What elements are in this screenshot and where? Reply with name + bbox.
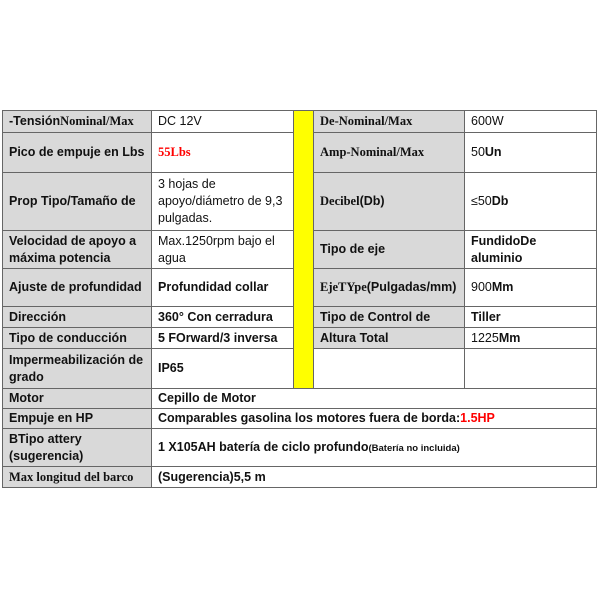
- spec-label: [314, 269, 465, 307]
- spec-table: [2, 110, 597, 488]
- spec-label-text: EjeTYpe: [320, 280, 367, 295]
- spec-value-text: 1 X105AH batería de ciclo profundo: [158, 440, 369, 455]
- spec-value-unit: Un: [484, 145, 502, 160]
- spec-value: (Sugerencia)5,5 m: [152, 467, 597, 488]
- spec-value: [465, 328, 597, 349]
- table-row: [3, 389, 597, 409]
- spec-value: [465, 173, 597, 231]
- spec-label: [3, 111, 152, 133]
- spec-label: Tipo de Control de: [314, 307, 465, 328]
- spec-value-highlight: 1.5HP: [460, 411, 495, 426]
- spec-value-empty: [465, 349, 597, 389]
- spec-value-unit: Mm: [491, 280, 514, 295]
- spec-label: BTipo attery (sugerencia): [3, 429, 152, 467]
- spec-value-text: 900: [471, 280, 492, 295]
- spec-label: Amp-Nominal/Max: [314, 133, 465, 173]
- spec-label: Tipo de eje: [314, 231, 465, 269]
- spec-value: Cepillo de Motor: [152, 389, 597, 409]
- spec-value: [465, 269, 597, 307]
- spec-label: Impermeabilización de grado: [3, 349, 152, 389]
- spec-label-empty: [314, 349, 465, 389]
- spec-value-text: Comparables gasolina los motores fuera de borda:: [158, 411, 461, 426]
- spec-label-text: Decibel: [320, 194, 360, 209]
- yellow-divider: [294, 111, 314, 389]
- spec-value: 600W: [465, 111, 597, 133]
- spec-value: IP65: [152, 349, 294, 389]
- table-row: [3, 409, 597, 429]
- spec-value: 5 FOrward/3 inversa: [152, 328, 294, 349]
- spec-label: Velocidad de apoyo a máxima potencia: [3, 231, 152, 269]
- spec-value-text: 1225: [471, 330, 499, 345]
- spec-label: Pico de empuje en Lbs: [3, 133, 152, 173]
- spec-value: [465, 133, 597, 173]
- spec-label: [314, 173, 465, 231]
- table-row: [3, 111, 597, 133]
- spec-label: Dirección: [3, 307, 152, 328]
- table-row: [3, 467, 597, 488]
- spec-label: Motor: [3, 389, 152, 409]
- spec-value: 55Lbs: [152, 133, 294, 173]
- spec-value-text: ≤50: [471, 194, 492, 209]
- spec-label: De-Nominal/Max: [314, 111, 465, 133]
- spec-value: 360° Con cerradura: [152, 307, 294, 328]
- spec-value: Tiller: [465, 307, 597, 328]
- spec-label: Altura Total: [314, 328, 465, 349]
- spec-label: Prop Tipo/Tamaño de: [3, 173, 152, 231]
- spec-label: Tipo de conducción: [3, 328, 152, 349]
- spec-value: [152, 409, 597, 429]
- spec-label: Max longitud del barco: [3, 467, 152, 488]
- spec-value: Profundidad collar: [152, 269, 294, 307]
- spec-value: [152, 429, 597, 467]
- spec-label-text: -Tensión: [9, 114, 61, 129]
- spec-label: Empuje en HP: [3, 409, 152, 429]
- spec-label-text: Nominal/Max: [60, 114, 134, 129]
- spec-label: Ajuste de profundidad: [3, 269, 152, 307]
- spec-value-unit: Db: [491, 194, 509, 209]
- table-row: [3, 429, 597, 467]
- spec-label-text: (Db): [359, 194, 385, 209]
- spec-value: Max.1250rpm bajo el agua: [152, 231, 294, 269]
- spec-value-unit: Mm: [498, 330, 521, 345]
- spec-label-text: (Pulgadas/mm): [366, 280, 457, 295]
- spec-value: FundidoDe aluminio: [465, 231, 597, 269]
- spec-value-text: 50: [471, 145, 485, 160]
- spec-value: 3 hojas de apoyo/diámetro de 9,3 pulgadas.: [152, 173, 294, 231]
- spec-value-note: (Batería no incluida): [368, 443, 460, 455]
- spec-value: DC 12V: [152, 111, 294, 133]
